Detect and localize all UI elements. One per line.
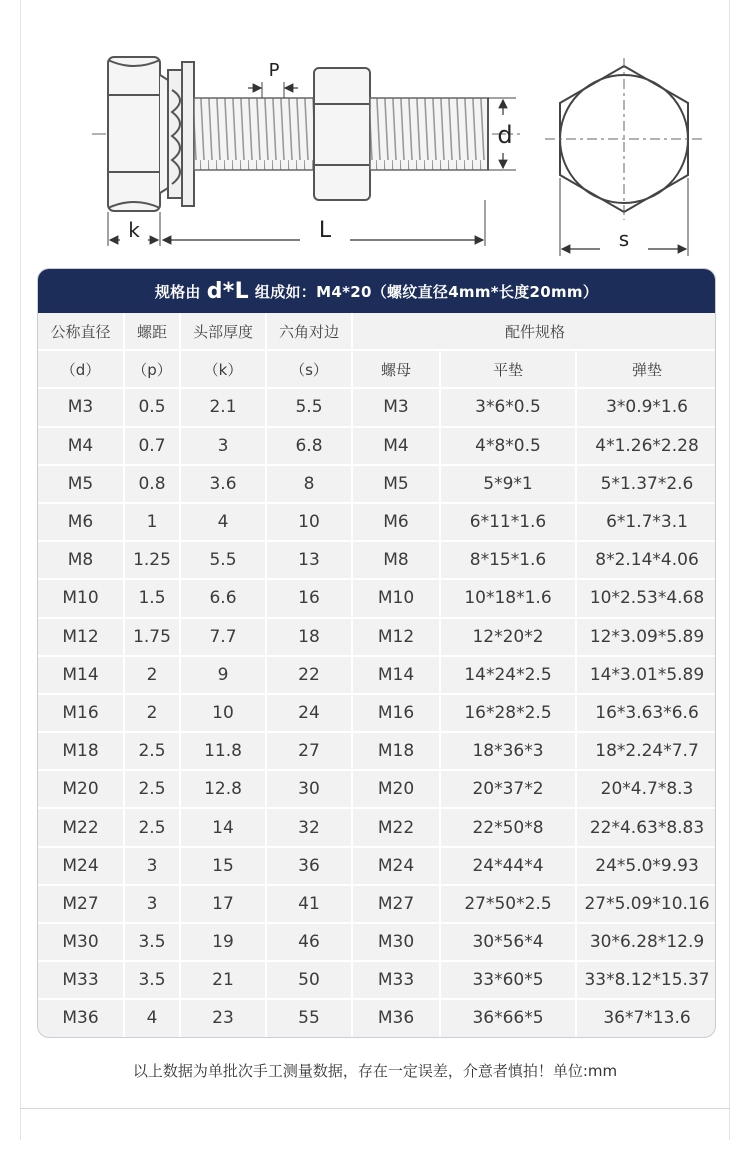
- cell-pitch: 3.5: [124, 961, 180, 999]
- cell-flat-washer: 33*60*5: [440, 961, 576, 999]
- cell-nut: M4: [352, 427, 440, 465]
- cell-pitch: 3.5: [124, 923, 180, 961]
- cell-spring-washer: 5*1.37*2.6: [576, 465, 716, 503]
- footer-note: 以上数据为单批次手工测量数据，存在一定误差，介意者慎拍！单位:mm: [132, 1062, 618, 1080]
- cell-flat-washer: 12*20*2: [440, 618, 576, 656]
- cell-flat-washer: 10*18*1.6: [440, 579, 576, 617]
- cell-hex: 10: [266, 503, 352, 541]
- nut: [314, 68, 370, 200]
- cell-head: 19: [180, 923, 266, 961]
- col-nominal-sym: （d）: [38, 350, 124, 388]
- cell-nominal: M10: [38, 579, 124, 617]
- cell-nominal: M16: [38, 694, 124, 732]
- table-row: [38, 388, 716, 426]
- table-row: [38, 427, 716, 465]
- thread-right: [370, 98, 488, 170]
- cell-nut: M16: [352, 694, 440, 732]
- cell-hex: 55: [266, 999, 352, 1037]
- cell-head: 17: [180, 885, 266, 923]
- cell-nominal: M12: [38, 618, 124, 656]
- cell-spring-washer: 14*3.01*5.89: [576, 656, 716, 694]
- cell-pitch: 2.5: [124, 770, 180, 808]
- k-label: k: [128, 218, 140, 242]
- bolt-head: [108, 57, 168, 211]
- cell-spring-washer: 36*7*13.6: [576, 999, 716, 1037]
- cell-flat-washer: 14*24*2.5: [440, 656, 576, 694]
- washers: [168, 62, 194, 206]
- cell-nut: M20: [352, 770, 440, 808]
- thread-left: [194, 98, 314, 170]
- cell-nominal: M24: [38, 847, 124, 885]
- cell-flat-washer: 8*15*1.6: [440, 541, 576, 579]
- cell-spring-washer: 27*5.09*10.16: [576, 885, 716, 923]
- cell-hex: 6.8: [266, 427, 352, 465]
- cell-pitch: 2.5: [124, 808, 180, 846]
- col-pitch-sym: （p）: [124, 350, 180, 388]
- table-row: [38, 656, 716, 694]
- cell-pitch: 1.75: [124, 618, 180, 656]
- cell-head: 10: [180, 694, 266, 732]
- cell-nominal: M30: [38, 923, 124, 961]
- cell-spring-washer: 6*1.7*3.1: [576, 503, 716, 541]
- header-suffix: 组成如：M4*20（螺纹直径4mm*长度20mm）: [254, 282, 599, 301]
- cell-nut: M12: [352, 618, 440, 656]
- cell-pitch: 1: [124, 503, 180, 541]
- cell-nut: M5: [352, 465, 440, 503]
- cell-head: 11.8: [180, 732, 266, 770]
- cell-spring-washer: 8*2.14*4.06: [576, 541, 716, 579]
- cell-hex: 24: [266, 694, 352, 732]
- cell-flat-washer: 5*9*1: [440, 465, 576, 503]
- table-row: [38, 694, 716, 732]
- cell-nut: M27: [352, 885, 440, 923]
- table-row: [38, 465, 716, 503]
- cell-hex: 27: [266, 732, 352, 770]
- col-hex: 六角对边: [266, 313, 352, 350]
- cell-nut: M6: [352, 503, 440, 541]
- cell-nominal: M33: [38, 961, 124, 999]
- table-row: [38, 808, 716, 846]
- col-flat-washer: 平垫: [440, 350, 576, 388]
- cell-flat-washer: 36*66*5: [440, 999, 576, 1037]
- cell-nut: M10: [352, 579, 440, 617]
- cell-pitch: 0.8: [124, 465, 180, 503]
- cell-nominal: M6: [38, 503, 124, 541]
- cell-spring-washer: 30*6.28*12.9: [576, 923, 716, 961]
- cell-flat-washer: 3*6*0.5: [440, 388, 576, 426]
- table-row: [38, 999, 716, 1037]
- cell-nominal: M20: [38, 770, 124, 808]
- cell-spring-washer: 20*4.7*8.3: [576, 770, 716, 808]
- table-row: [38, 541, 716, 579]
- cell-flat-washer: 6*11*1.6: [440, 503, 576, 541]
- cell-nut: M18: [352, 732, 440, 770]
- cell-hex: 50: [266, 961, 352, 999]
- cell-head: 2.1: [180, 388, 266, 426]
- cell-nut: M14: [352, 656, 440, 694]
- cell-pitch: 1.25: [124, 541, 180, 579]
- cell-head: 4: [180, 503, 266, 541]
- cell-spring-washer: 33*8.12*15.37: [576, 961, 716, 999]
- cell-nut: M8: [352, 541, 440, 579]
- cell-nominal: M22: [38, 808, 124, 846]
- cell-spring-washer: 12*3.09*5.89: [576, 618, 716, 656]
- cell-head: 23: [180, 999, 266, 1037]
- cell-nominal: M14: [38, 656, 124, 694]
- cell-hex: 8: [266, 465, 352, 503]
- cell-flat-washer: 4*8*0.5: [440, 427, 576, 465]
- table-row: [38, 885, 716, 923]
- cell-hex: 16: [266, 579, 352, 617]
- col-pitch: 螺距: [124, 313, 180, 350]
- cell-spring-washer: 16*3.63*6.6: [576, 694, 716, 732]
- header-prefix: 规格由: [154, 282, 201, 301]
- col-nominal: 公称直径: [38, 313, 124, 350]
- cell-pitch: 0.7: [124, 427, 180, 465]
- cell-head: 7.7: [180, 618, 266, 656]
- cell-spring-washer: 24*5.0*9.93: [576, 847, 716, 885]
- col-fittings: 配件规格: [352, 313, 716, 350]
- cell-hex: 5.5: [266, 388, 352, 426]
- cell-head: 5.5: [180, 541, 266, 579]
- cell-head: 6.6: [180, 579, 266, 617]
- cell-head: 14: [180, 808, 266, 846]
- cell-head: 21: [180, 961, 266, 999]
- table-row: [38, 961, 716, 999]
- cell-head: 15: [180, 847, 266, 885]
- table-row: [38, 732, 716, 770]
- cell-nominal: M36: [38, 999, 124, 1037]
- cell-hex: 41: [266, 885, 352, 923]
- col-head: 头部厚度: [180, 313, 266, 350]
- cell-flat-washer: 27*50*2.5: [440, 885, 576, 923]
- cell-nominal: M18: [38, 732, 124, 770]
- cell-hex: 46: [266, 923, 352, 961]
- cell-flat-washer: 24*44*4: [440, 847, 576, 885]
- cell-head: 3: [180, 427, 266, 465]
- col-hex-sym: （s）: [266, 350, 352, 388]
- spec-table-body: [38, 388, 716, 1037]
- cell-head: 12.8: [180, 770, 266, 808]
- cell-nut: M36: [352, 999, 440, 1037]
- cell-hex: 13: [266, 541, 352, 579]
- cell-nut: M24: [352, 847, 440, 885]
- cell-spring-washer: 4*1.26*2.28: [576, 427, 716, 465]
- cell-pitch: 2.5: [124, 732, 180, 770]
- cell-hex: 22: [266, 656, 352, 694]
- cell-head: 3.6: [180, 465, 266, 503]
- d-label: d: [497, 121, 513, 149]
- cell-flat-washer: 18*36*3: [440, 732, 576, 770]
- cell-hex: 30: [266, 770, 352, 808]
- cell-pitch: 2: [124, 694, 180, 732]
- cell-hex: 36: [266, 847, 352, 885]
- col-head-sym: （k）: [180, 350, 266, 388]
- cell-spring-washer: 18*2.24*7.7: [576, 732, 716, 770]
- col-spring-washer: 弹垫: [576, 350, 716, 388]
- cell-pitch: 3: [124, 885, 180, 923]
- s-label: s: [618, 227, 630, 251]
- l-label: L: [318, 218, 332, 243]
- cell-pitch: 1.5: [124, 579, 180, 617]
- table-row: [38, 503, 716, 541]
- table-row: [38, 618, 716, 656]
- cell-nominal: M27: [38, 885, 124, 923]
- col-nut: 螺母: [352, 350, 440, 388]
- cell-pitch: 3: [124, 847, 180, 885]
- cell-pitch: 2: [124, 656, 180, 694]
- cell-flat-washer: 30*56*4: [440, 923, 576, 961]
- cell-nut: M30: [352, 923, 440, 961]
- cell-hex: 32: [266, 808, 352, 846]
- divider: [20, 1108, 730, 1109]
- header-formula: d*L: [206, 278, 249, 304]
- cell-nominal: M4: [38, 427, 124, 465]
- cell-nominal: M8: [38, 541, 124, 579]
- cell-nut: M22: [352, 808, 440, 846]
- spec-table-header: [38, 269, 715, 313]
- spec-table: [38, 313, 716, 1038]
- cell-pitch: 0.5: [124, 388, 180, 426]
- cell-hex: 18: [266, 618, 352, 656]
- cell-spring-washer: 10*2.53*4.68: [576, 579, 716, 617]
- cell-spring-washer: 22*4.63*8.83: [576, 808, 716, 846]
- cell-nut: M33: [352, 961, 440, 999]
- cell-spring-washer: 3*0.9*1.6: [576, 388, 716, 426]
- cell-flat-washer: 20*37*2: [440, 770, 576, 808]
- p-label: P: [268, 60, 280, 81]
- cell-nut: M3: [352, 388, 440, 426]
- cell-nominal: M5: [38, 465, 124, 503]
- cell-flat-washer: 16*28*2.5: [440, 694, 576, 732]
- table-row: [38, 579, 716, 617]
- spec-table-card: [37, 268, 716, 1038]
- table-row: [38, 923, 716, 961]
- cell-head: 9: [180, 656, 266, 694]
- table-row: [38, 770, 716, 808]
- cell-flat-washer: 22*50*8: [440, 808, 576, 846]
- table-row: [38, 847, 716, 885]
- bolt-diagram: [0, 0, 750, 270]
- cell-nominal: M3: [38, 388, 124, 426]
- cell-pitch: 4: [124, 999, 180, 1037]
